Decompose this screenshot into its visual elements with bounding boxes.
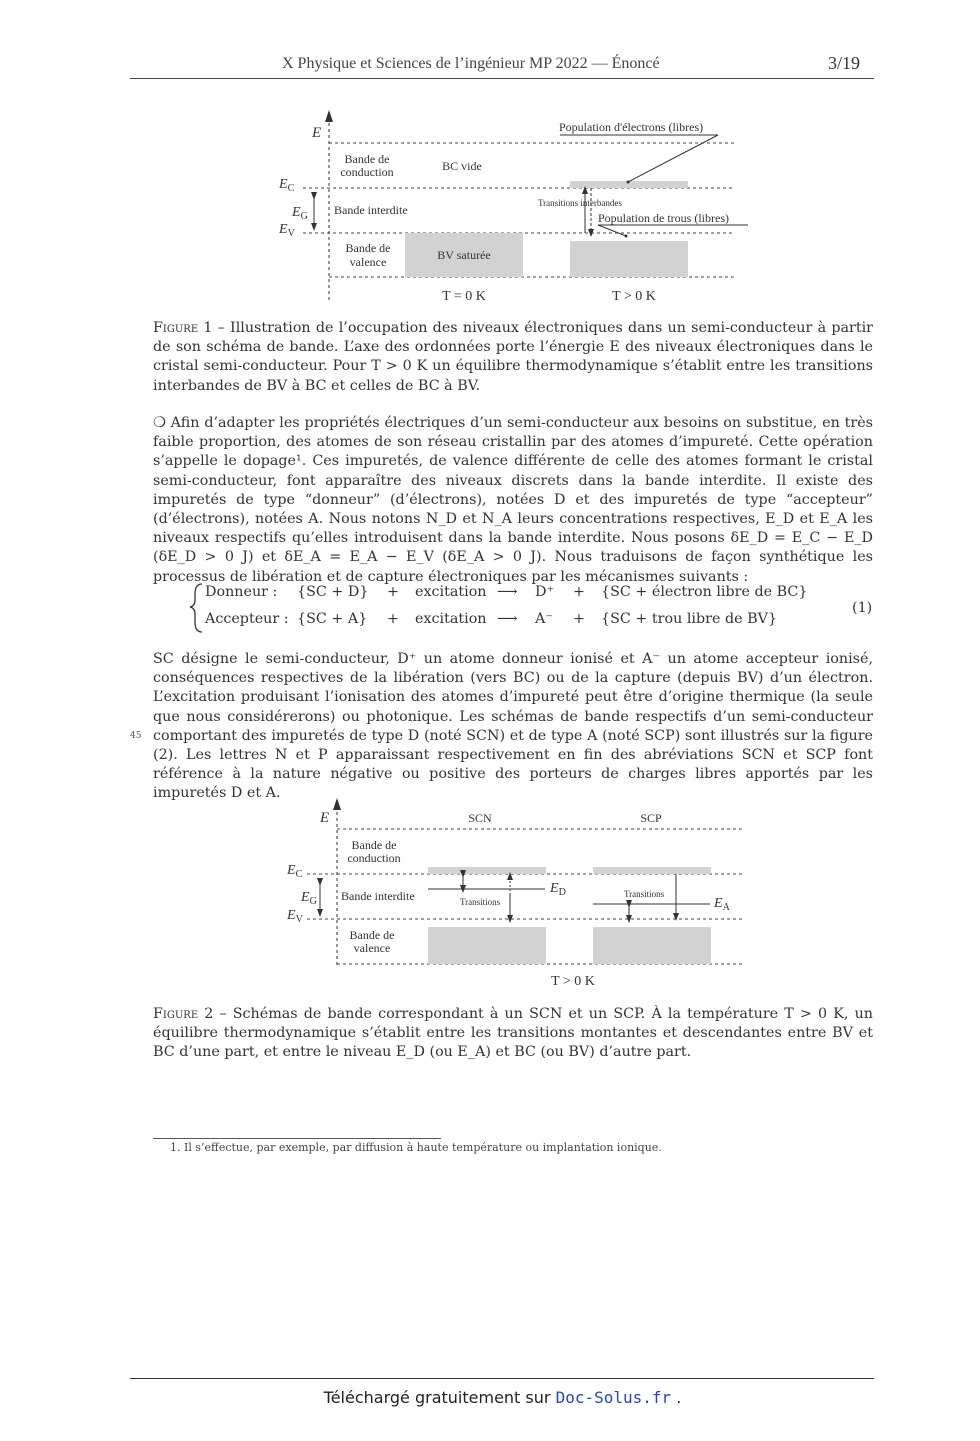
footnote-rule [153, 1138, 441, 1139]
footnote: 1. Il s’effectue, par exemple, par diffusion à haute température ou implantation ionique. [170, 1141, 662, 1154]
svg-text:Bande de: Bande de [349, 928, 395, 942]
running-header: X Physique et Sciences de l’ingénieur MP 2022 — Énoncé [282, 55, 660, 72]
svg-text:Bande interdite: Bande interdite [334, 203, 408, 217]
svg-text:BC vide: BC vide [442, 159, 482, 173]
footer: Téléchargé gratuitement sur Doc-Solus.fr . [323, 1388, 682, 1407]
paragraph-scn-scp: SC désigne le semi-conducteur, D⁺ un atome donneur ionisé et A⁻ un atome accepteur ionisé, conséquences respectives de la libération (vers BC) ou de la capture (depuis BV) d’un électron. L’excitation produisant l’ionisation des atomes d’impureté peut être d’origine thermique (la seule que nous considérerons) ou photonique. Les schémas de bande respectifs d’un semi-conducteur comportant des impuretés de type D (noté SCN) et de type A (noté SCP) sont illustrés sur la figure (2). Les lettres N et P apparaissant respectivement en fin des abréviations SCN et SCP font référence à la nature négative ou positive des porteurs de charges libres apportés par les impuretés D et A. [153, 651, 873, 802]
svg-text:EC: $E_C$ [279, 177, 295, 194]
svg-text:Bande de: Bande de [351, 838, 397, 852]
svg-text:EG: $E_G$ [301, 890, 317, 907]
svg-text:EV: $E_V$ [287, 908, 303, 925]
svg-text:Bande de: Bande de [345, 241, 391, 255]
fig1-valence-band [570, 241, 688, 277]
svg-text:Bande interdite: Bande interdite [341, 889, 415, 903]
footer-rule [130, 1378, 874, 1379]
svg-text:Transitions: Transitions [624, 889, 665, 899]
svg-text:ED: $E_D$ [550, 881, 566, 898]
svg-text:EV: $E_V$ [279, 222, 295, 239]
svg-text:T > 0 K: T > 0 K [551, 974, 595, 989]
svg-text:conduction: conduction [347, 851, 401, 865]
svg-text:BV saturée: BV saturée [437, 248, 491, 262]
svg-text:Population de trous (libres): Population de trous (libres) [598, 211, 729, 225]
svg-text:EA: $E_A$ [714, 896, 730, 913]
svg-text:conduction: conduction [340, 165, 394, 179]
svg-text:Bande de: Bande de [344, 152, 390, 166]
svg-text:Transitions: Transitions [460, 897, 501, 907]
doc-solus-link[interactable]: Doc-Solus.fr [555, 1388, 672, 1407]
page-number: 3/19 [828, 53, 861, 73]
svg-text:Population d'électrons (libres: Population d'électrons (libres) [559, 120, 704, 134]
svg-text:Transitions interbandes: Transitions interbandes [538, 198, 622, 208]
equation-row-donor: Donneur : {SC + D} + excitation ⟶ D⁺ + {SC + électron libre de BC} [205, 584, 808, 600]
axis-arrow-icon [325, 110, 333, 122]
svg-text:EG: $E_G$ [292, 205, 308, 222]
svg-text:SCN: SCN [468, 811, 492, 825]
figure-1-caption: Figure 1 – Illustration de l’occupation des niveaux électroniques dans un semi-conducteur à partir de son schéma de bande. L’axe des ordonnées porte l’énergie E des niveaux électroniques dans le cristal semi-conducteur. Pour T > 0 K un équilibre thermodynamique s’établit entre les transitions interbandes de BV à BC et celles de BC à BV. [153, 320, 873, 394]
fig1-axis-label: E [312, 125, 322, 141]
equation-number: (1) [852, 600, 873, 616]
line-number: 45 [130, 731, 142, 741]
svg-text:T > 0 K: T > 0 K [612, 289, 656, 304]
svg-text:T = 0 K: T = 0 K [442, 289, 486, 304]
svg-text:SCP: SCP [640, 811, 662, 825]
figure-2-caption: Figure 2 – Schémas de bande correspondant à un SCN et un SCP. À la température T > 0 K, un équilibre thermodynamique s’établit entre les transitions montantes et descendantes entre BV et BC d’une part, et entre le niveau E_D (ou E_A) et BC (ou BV) d’autre part. [153, 1006, 873, 1061]
svg-text:EC: $E_C$ [287, 863, 303, 880]
svg-text:E: E [320, 810, 330, 826]
equation-row-acceptor: Accepteur : {SC + A} + excitation ⟶ A⁻ + {SC + trou libre de BV} [205, 611, 778, 627]
svg-text:valence: valence [349, 255, 387, 269]
svg-text:valence: valence [353, 941, 391, 955]
paragraph-doping: ❍ Afin d’adapter les propriétés électriques d’un semi-conducteur aux besoins on substitue, en très faible proportion, des atomes de son réseau cristallin par des atomes d’impureté. Cette opération s’appelle le dopage¹. Ces impuretés, de valence différente de celle des atomes formant le cristal semi-conducteur, font apparaître des niveaux discrets dans la bande interdite. Il existe des impuretés de type “donneur” (d’électrons), notées D et des impuretés de type “accepteur” (d’électrons), notées A. Nous notons N_D et N_A leurs concentrations respectives, E_D et E_A les niveaux respectifs qu’elles introduisent dans la bande interdite. Nous posons δE_D = E_C − E_D (δE_D > 0 J) et δE_A = E_A − E_V (δE_A > 0 J). Nous traduisons de façon synthétique les processus de libération et de capture électroniques par les mécanismes suivants : [153, 415, 873, 585]
figure-1-band-diagram [0, 0, 980, 320]
